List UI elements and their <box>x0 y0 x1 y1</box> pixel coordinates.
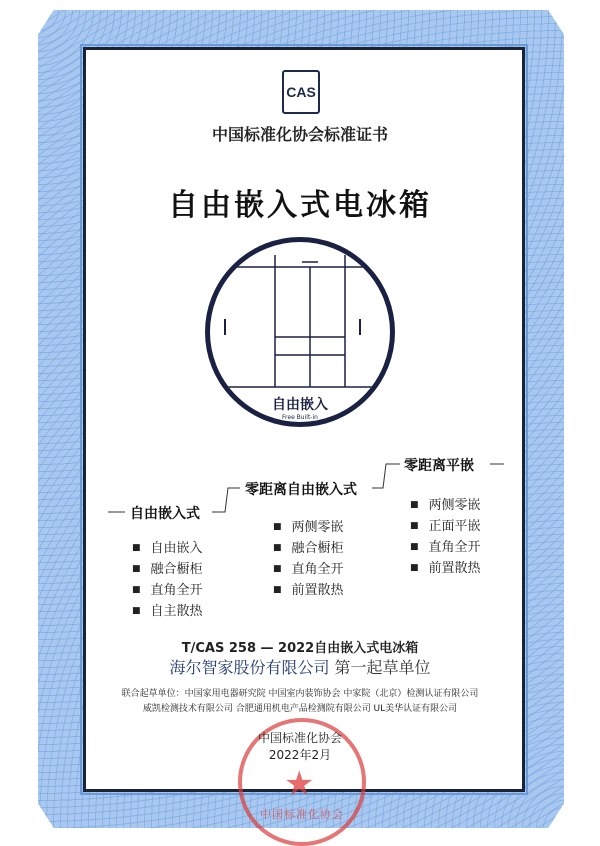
seal-text: 中国标准化协会 <box>260 808 344 821</box>
level-3-list <box>410 495 481 579</box>
list-item: ■ 两侧零嵌 <box>410 495 481 516</box>
issue-date: 2022年2月 <box>268 748 332 762</box>
list-item: ■ 直角全开 <box>132 580 203 601</box>
list-item: ■ 直角全开 <box>410 537 481 558</box>
list-item: ■ 前置散热 <box>410 558 481 579</box>
issuer: 中国标准化协会 <box>257 731 342 745</box>
list-item: ■ 自主散热 <box>132 601 203 622</box>
badge-cn: 自由嵌入 <box>272 397 328 413</box>
joint-drafters-line-2: 威凯检测技术有限公司 合肥通用机电产品检测院有限公司 UL美华认证有限公司 <box>142 704 458 714</box>
list-item: ■ 直角全开 <box>273 559 344 580</box>
list-item: ■ 正面平嵌 <box>410 516 481 537</box>
list-item: ■ 融合橱柜 <box>273 538 344 559</box>
drafter-line <box>0 655 600 678</box>
badge-en: Free Built-in <box>282 414 318 421</box>
standard-number: T/CAS 258 — 2022自由嵌入式电冰箱 <box>181 641 419 656</box>
joint-drafters-line-1: 联合起草单位：中国家用电器研究院 中国室内装饰协会 中家院（北京）检测认证有限公司 <box>121 689 479 699</box>
cas-logo: CAS <box>282 70 320 114</box>
star-icon: ★ <box>284 764 315 804</box>
list-item: ■ 自由嵌入 <box>132 538 203 559</box>
level-1-title: 自由嵌入式 <box>130 506 200 522</box>
list-item: ■ 融合橱柜 <box>132 559 203 580</box>
product-title: 自由嵌入式电冰箱 <box>168 188 432 223</box>
level-2-title: 零距离自由嵌入式 <box>245 482 357 498</box>
certificate-title: 中国标准化协会标准证书 <box>211 125 388 144</box>
drafter-role: 第一起草单位 <box>334 658 431 677</box>
level-3-title: 零距离平嵌 <box>404 458 474 474</box>
list-item: ■ 前置散热 <box>273 580 344 601</box>
level-1-list <box>132 538 203 622</box>
list-item: ■ 两侧零嵌 <box>273 517 344 538</box>
drafter-company: 海尔智家股份有限公司 <box>169 658 330 677</box>
level-2-list <box>273 517 344 601</box>
